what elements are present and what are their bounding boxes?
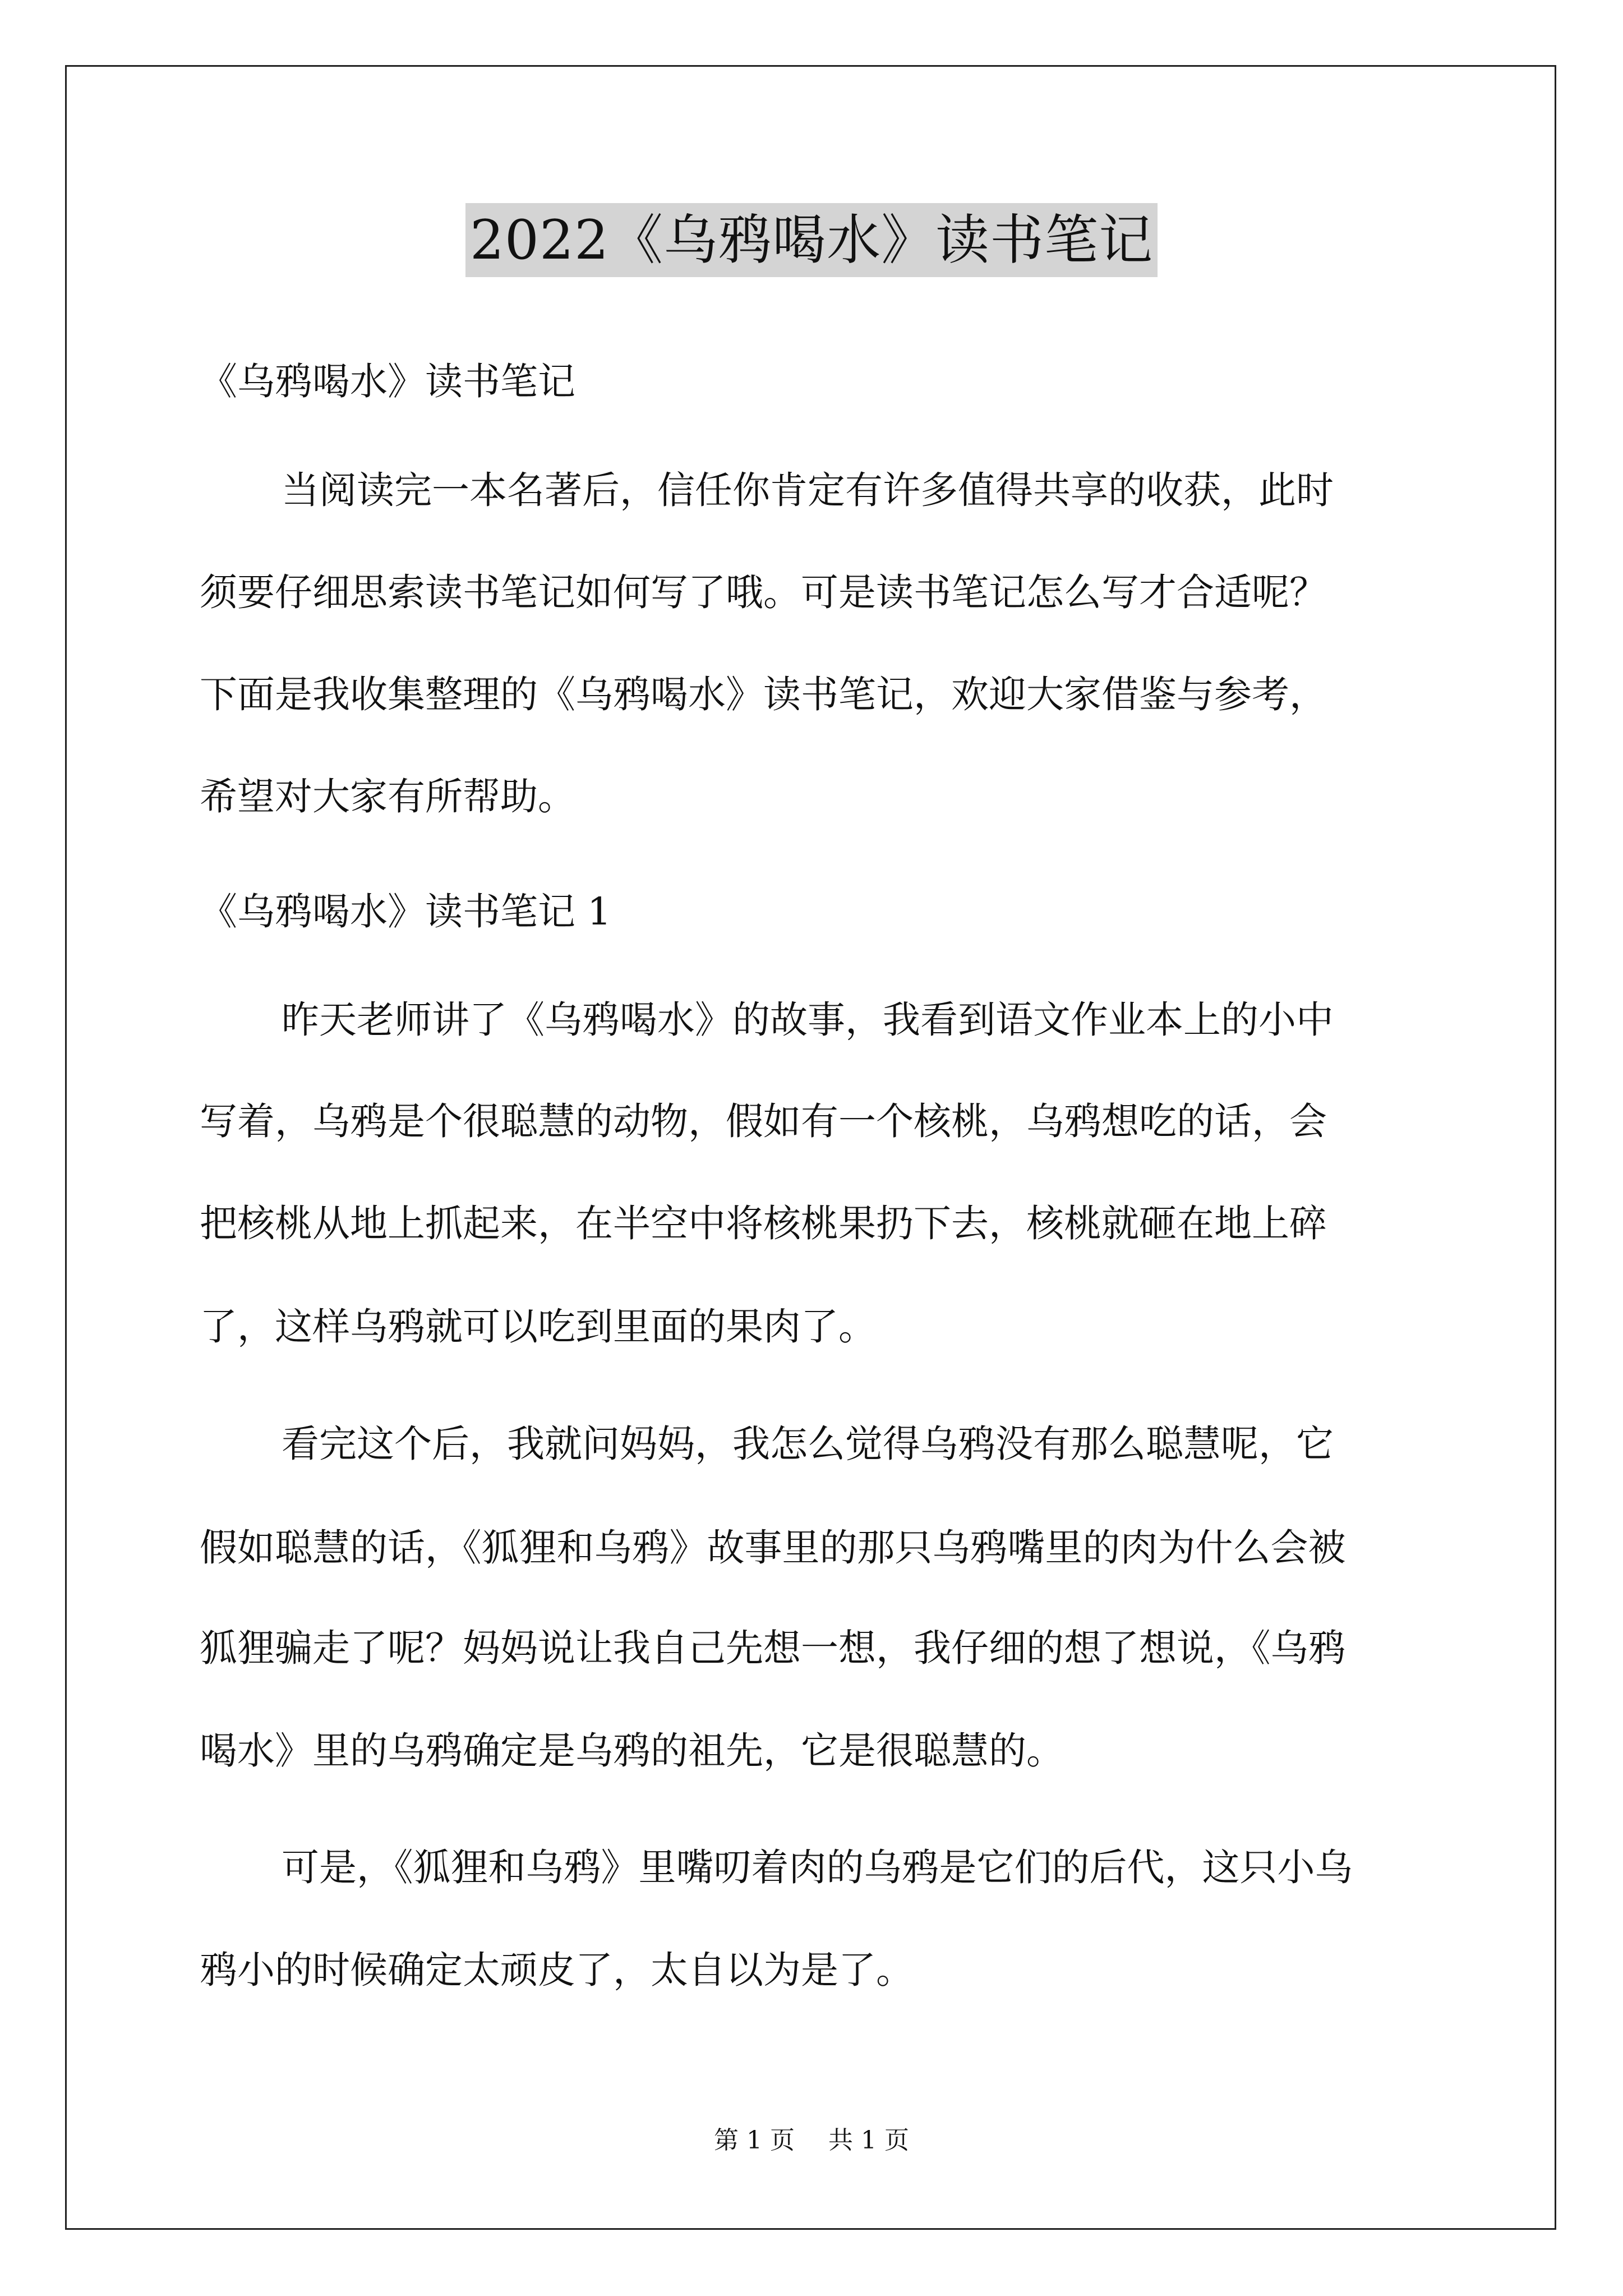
page-footer xyxy=(0,2125,1623,2156)
paragraph-line: 喝水》里的乌鸦确定是乌鸦的祖先，它是很聪慧的。 xyxy=(200,1729,1064,1773)
paragraph-line: 写着，乌鸦是个很聪慧的动物，假如有一个核桃，乌鸦想吃的话，会 xyxy=(200,1099,1327,1143)
paragraph-line: 下面是我收集整理的《乌鸦喝水》读书笔记，欢迎大家借鉴与参考， xyxy=(200,673,1327,716)
paragraph-line: 当阅读完一本名著后，信任你肯定有许多值得共享的收获，此时 xyxy=(282,468,1334,512)
paragraph-line: 鸦小的时候确定太顽皮了，太自以为是了。 xyxy=(200,1948,914,1992)
paragraph-line: 可是，《狐狸和乌鸦》里嘴叨着肉的乌鸦是它们的后代，这只小乌 xyxy=(282,1846,1353,1889)
paragraph-line: 把核桃从地上抓起来，在半空中将核桃果扔下去，核桃就砸在地上碎 xyxy=(200,1202,1327,1245)
paragraph-line: 须要仔细思索读书笔记如何写了哦。可是读书笔记怎么写才合适呢？ xyxy=(200,570,1327,614)
section-heading: 《乌鸦喝水》读书笔记 xyxy=(200,360,575,403)
page-number: 第 1 页 xyxy=(714,2126,795,2155)
section-heading: 《乌鸦喝水》读书笔记 1 xyxy=(200,890,611,933)
title-container xyxy=(0,203,1623,277)
paragraph-line: 希望对大家有所帮助。 xyxy=(200,775,575,818)
paragraph-line: 昨天老师讲了《乌鸦喝水》的故事，我看到语文作业本上的小中 xyxy=(282,998,1334,1042)
document-title: 2022《乌鸦喝水》读书笔记 xyxy=(465,203,1158,277)
page-total: 共 1 页 xyxy=(828,2126,909,2155)
paragraph-line: 假如聪慧的话，《狐狸和乌鸦》故事里的那只乌鸦嘴里的肉为什么会被 xyxy=(200,1526,1346,1570)
paragraph-line: 了，这样乌鸦就可以吃到里面的果肉了。 xyxy=(200,1305,876,1349)
paragraph-line: 看完这个后，我就问妈妈，我怎么觉得乌鸦没有那么聪慧呢，它 xyxy=(282,1422,1334,1466)
paragraph-line: 狐狸骗走了呢？妈妈说让我自己先想一想，我仔细的想了想说，《乌鸦 xyxy=(200,1626,1346,1670)
